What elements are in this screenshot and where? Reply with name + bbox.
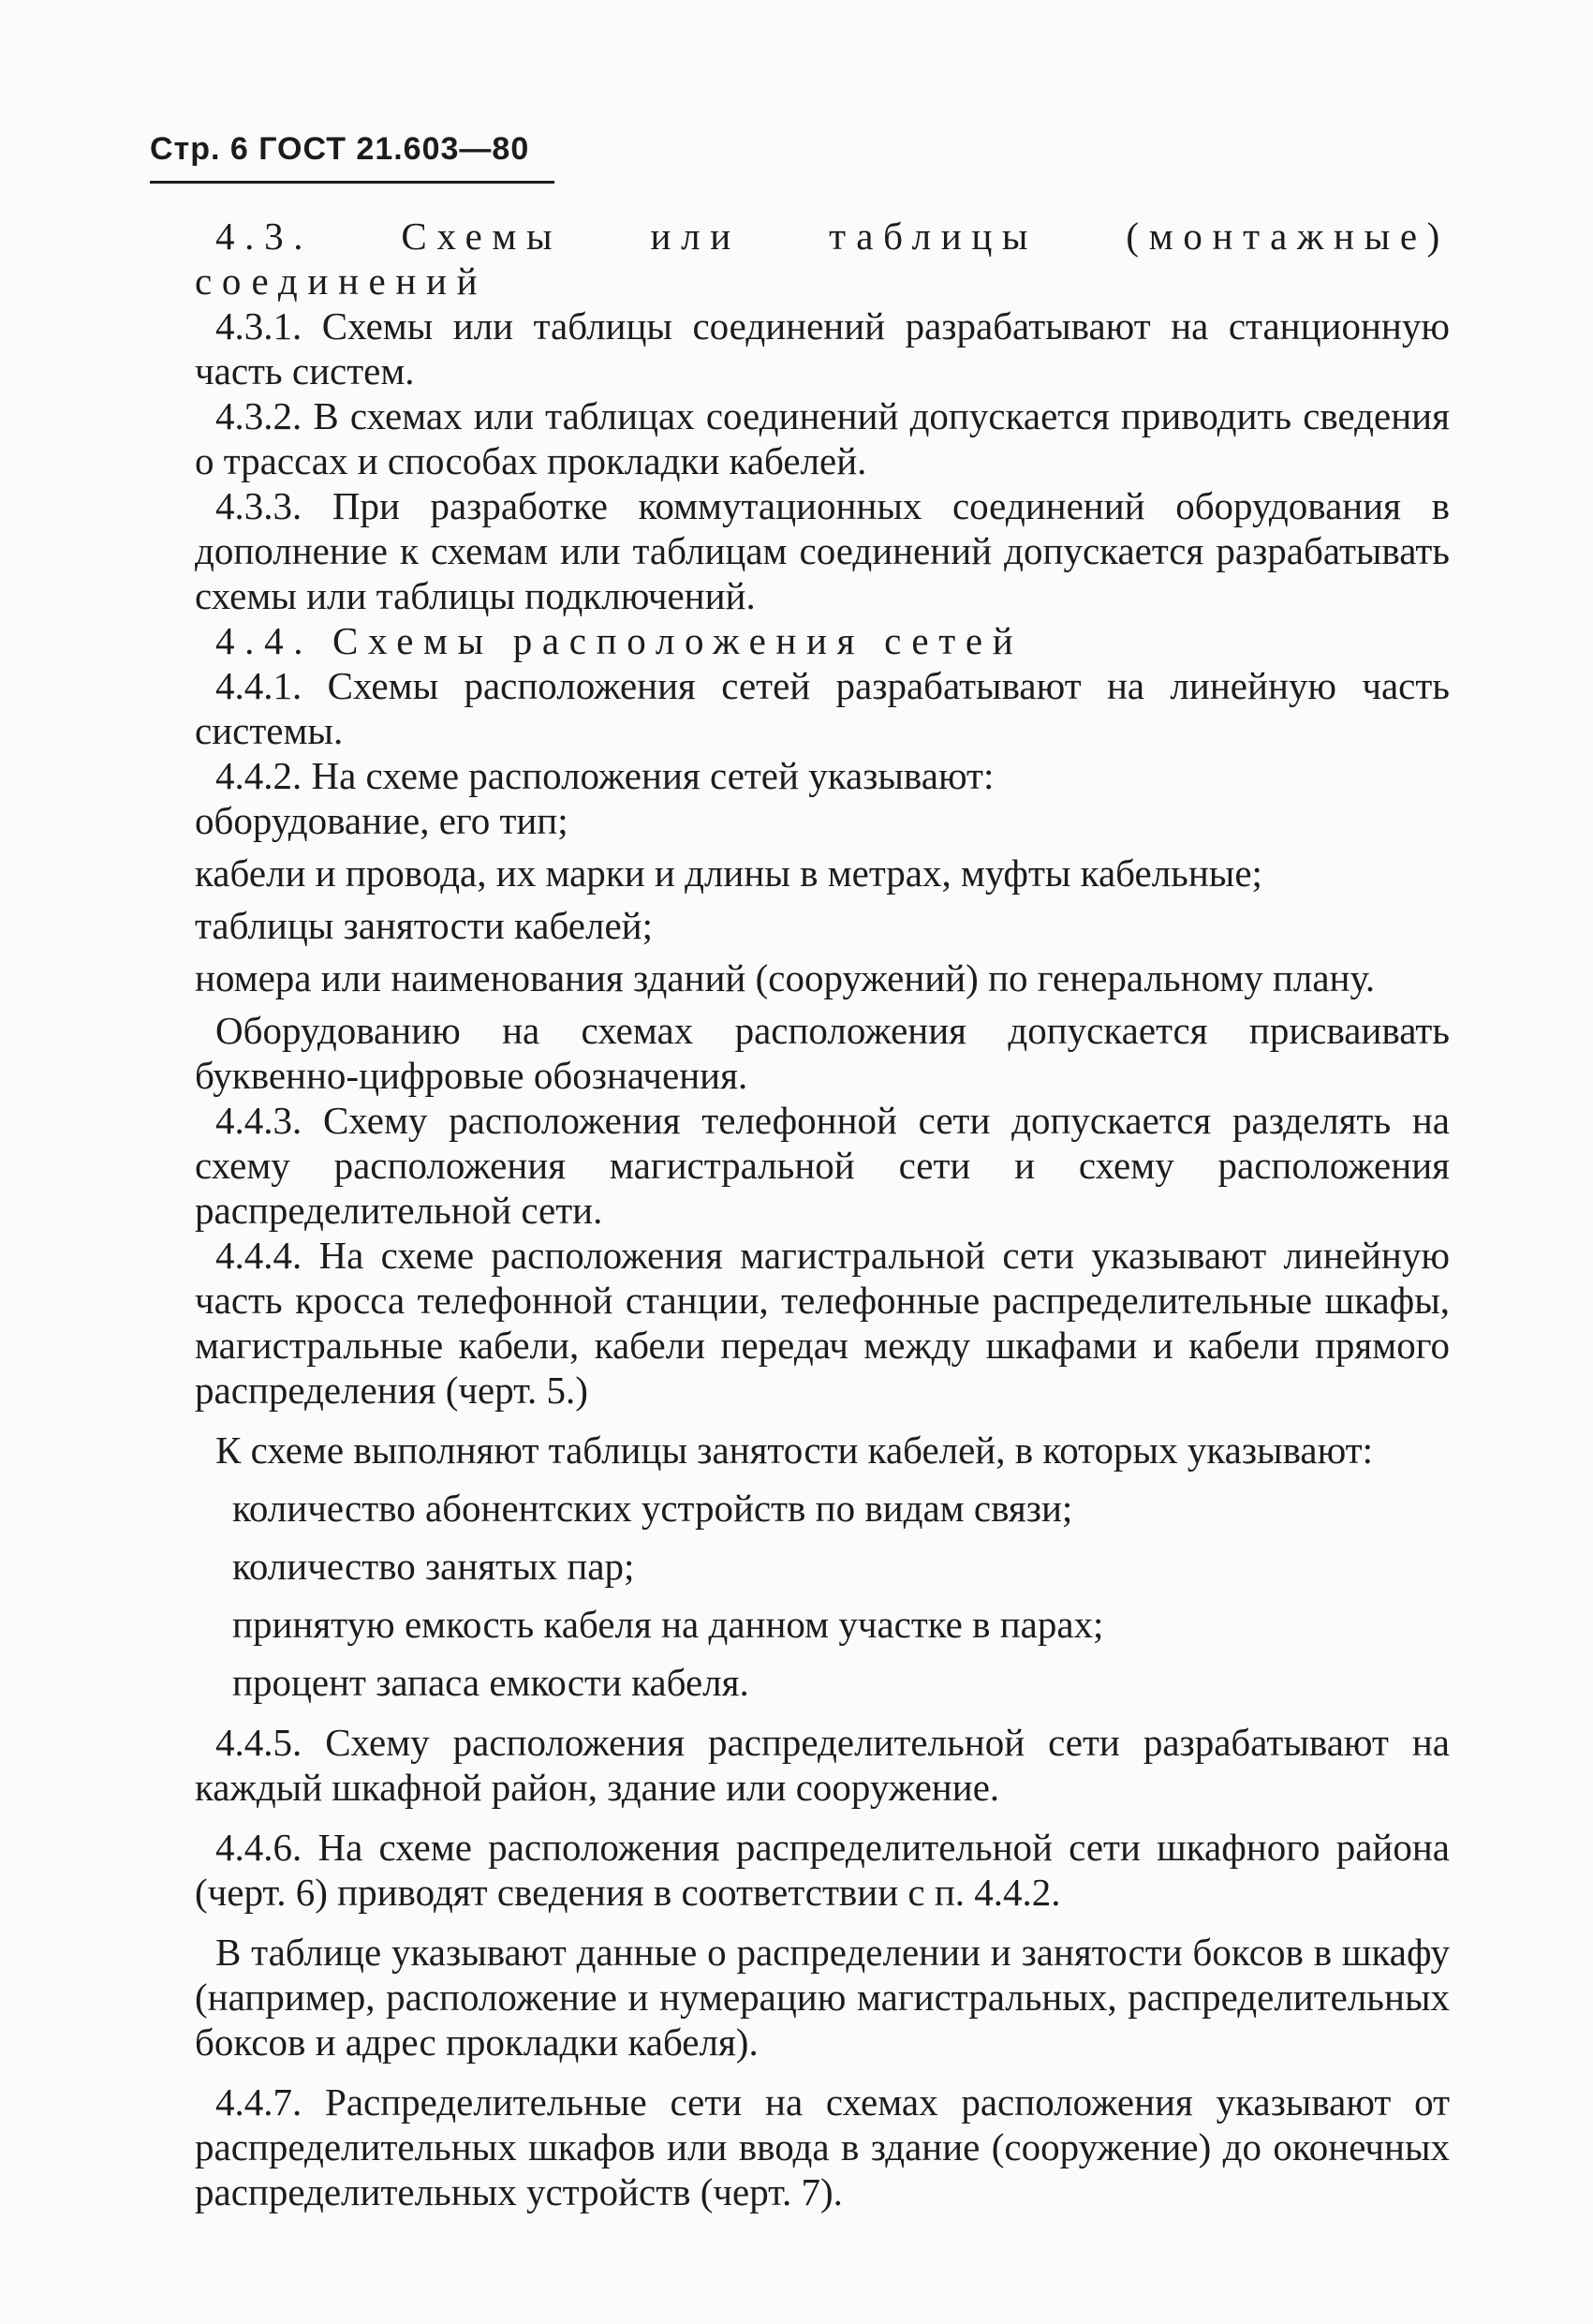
paragraph-4-4-2: 4.4.2. На схеме расположения сетей указывают: — [215, 754, 995, 797]
paragraph-4-3-1: 4.3.1. Схемы или таблицы соединений разрабатывают на станционную часть систем. — [195, 304, 1450, 392]
paragraph-4-4-5: 4.4.5. Схему расположения распределительной сети разрабатывают на каждый шкафной район, здание или сооружение. — [195, 1721, 1450, 1809]
list-item: количество занятых пар; — [232, 1545, 635, 1588]
list-item: количество абонентских устройств по видам связи; — [232, 1487, 1073, 1530]
paragraph-4-3-2: 4.3.2. В схемах или таблицах соединений допускается приводить сведения о трассах и способах прокладки кабелей. — [195, 394, 1450, 482]
paragraph-tables: К схеме выполняют таблицы занятости кабелей, в которых указывают: — [215, 1428, 1373, 1472]
paragraph-table-box: В таблице указывают данные о распределении и занятости боксов в шкафу (например, расположение и нумерацию магистральных, распределительных боксов и адрес прокладки кабеля). — [195, 1931, 1450, 2064]
paragraph-4-4-4: 4.4.4. На схеме расположения магистральной сети указывают линейную часть кросса телефонной станции, телефонные распределительные шкафы, магистральные кабели, кабели передач между шкафами и кабели прямого распределения (черт. 5.) — [195, 1234, 1450, 1412]
paragraph-4-3-3: 4.3.3. При разработке коммутационных соединений оборудования в дополнение к схемам или таблицам соединений допускается разрабатывать схемы или таблицы подключений. — [195, 484, 1450, 617]
document-body — [195, 214, 1450, 2214]
list-tables — [195, 1486, 1450, 1705]
list-item: процент запаса емкости кабеля. — [232, 1661, 749, 1704]
paragraph-equipment: Оборудованию на схемах расположения допускается присваивать буквенно-цифровые обозначения. — [195, 1009, 1450, 1097]
page-header: Стр. 6 ГОСТ 21.603—80 — [150, 131, 554, 184]
paragraph-4-4-6: 4.4.6. На схеме расположения распределительной сети шкафного района (черт. 6) приводят сведения в соответствии с п. 4.4.2. — [195, 1826, 1450, 1914]
section-4-3-heading: 4.3. Схемы или таблицы (монтажные) соединений — [195, 215, 1450, 303]
paragraph-4-4-3: 4.4.3. Схему расположения телефонной сети допускается разделять на схему расположения магистральной сети и схему расположения распределительной сети. — [195, 1099, 1450, 1232]
list-item: номера или наименования зданий (сооружений) по генеральному плану. — [195, 956, 1376, 999]
section-4-4-heading: 4.4. Схемы расположения сетей — [215, 619, 1024, 662]
list-item: оборудование, его тип; — [195, 799, 568, 842]
paragraph-4-4-7: 4.4.7. Распределительные сети на схемах расположения указывают от распределительных шкафов или ввода в здание (сооружение) до оконечных распределительных устройств (черт. 7). — [195, 2080, 1450, 2213]
list-item: принятую емкость кабеля на данном участке в парах; — [232, 1603, 1104, 1646]
list-item: кабели и провода, их марки и длины в метрах, муфты кабельные; — [195, 851, 1262, 895]
paragraph-4-4-1: 4.4.1. Схемы расположения сетей разрабатывают на линейную часть системы. — [195, 664, 1450, 752]
list-4-4-2 — [195, 798, 1450, 1000]
list-item: таблицы занятости кабелей; — [195, 904, 653, 947]
